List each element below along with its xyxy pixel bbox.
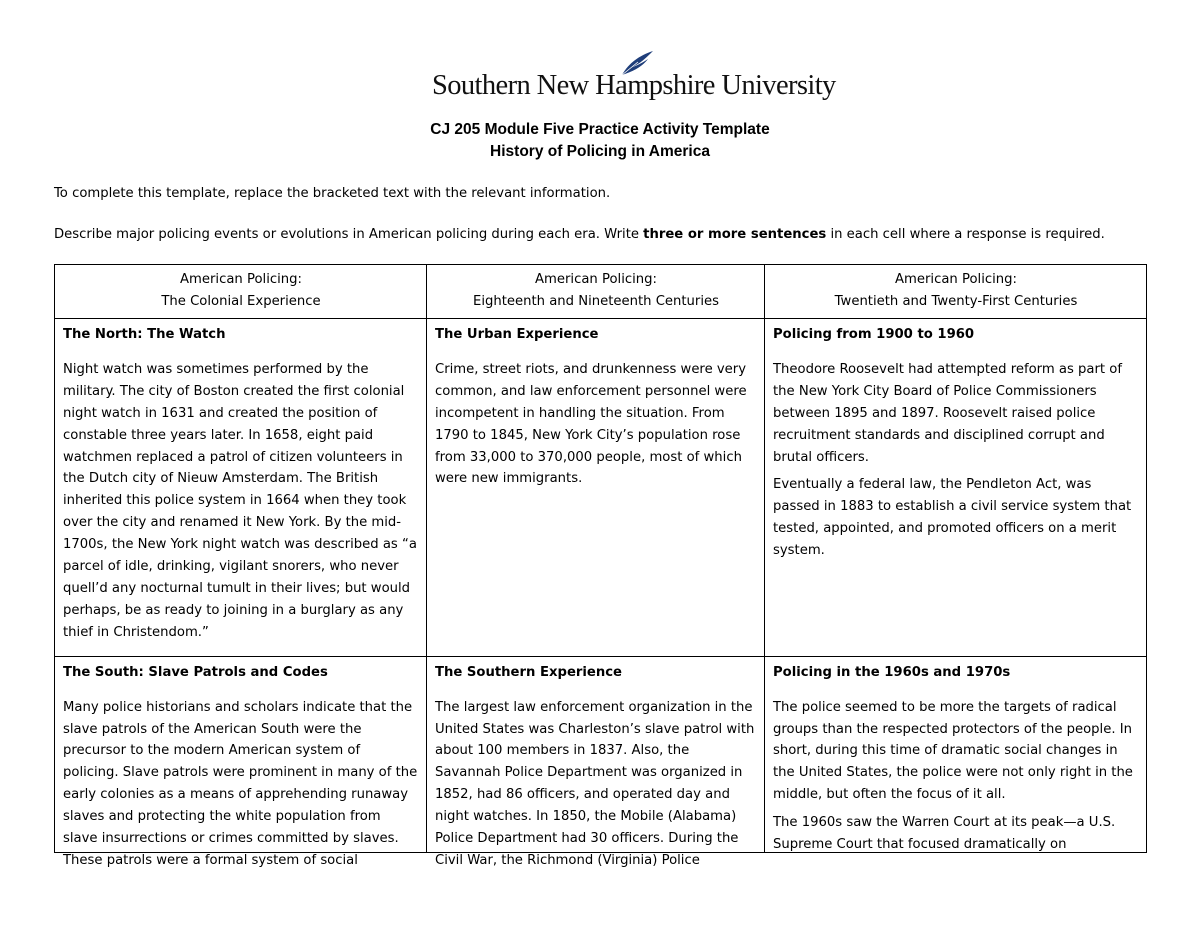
cell-heading: The South: Slave Patrols and Codes <box>63 664 328 680</box>
cell-policing-1960s-1970s[interactable] <box>765 656 1147 852</box>
table-row <box>55 319 1147 657</box>
cell-south-slave-patrols[interactable] <box>55 656 427 868</box>
cell-heading: The Southern Experience <box>435 664 623 680</box>
cell-heading: Policing in the 1960s and 1970s <box>773 664 1011 680</box>
cell-content <box>63 662 419 868</box>
instructions-line-1: To complete this template, replace the bracketed text with the relevant information. <box>54 186 611 201</box>
cell-paragraph: Crime, street riots, and drunkenness were very common, and law enforcement personnel were incompetent in handling the situation. From 1790 to 1845, New York City’s population rose from 33,000 to 370,000 people, most of which were new immigrants. <box>435 361 747 487</box>
column-header-18th-19th <box>427 265 765 319</box>
table-header-row <box>55 265 1147 319</box>
column-header-era: Eighteenth and Nineteenth Centuries <box>473 293 719 309</box>
instructions-text-end: in each cell where a response is required. <box>826 227 1105 242</box>
cell-paragraph: The largest law enforcement organization in the United States was Charleston’s slave patrol with about 100 members in 1837. Also, the Savannah Police Department was organized in 1852, had 86 officers, and operated day and night watches. In 1850, the Mobile (Alabama) Police Department had 30 officers. During the Civil War, the Richmond (Virginia) Police <box>435 699 755 868</box>
cell-paragraph: Night watch was sometimes performed by the military. The city of Boston created the first colonial night watch in 1631 and created the position of constable three years later. In 1658, eight paid watchmen replaced a patrol of citizen volunteers in the Dutch city of Nieuw Amsterdam. The British inherited this police system in 1664 when they took over the city and renamed it New York. By the mid-1700s, the New York night watch was described as “a parcel of idle, drinking, vigilant snorers, who never quell’d any nocturnal tumult in their lives; but would perhaps, be as ready to joining in a burglary as any thief in Christendom.” <box>63 361 417 640</box>
cell-north-watch[interactable] <box>55 319 427 657</box>
cell-heading: Policing from 1900 to 1960 <box>773 327 975 342</box>
column-header-20th-21st <box>765 265 1147 319</box>
column-header-era: Twentieth and Twenty-First Centuries <box>834 293 1078 309</box>
instructions-line-2 <box>54 227 1105 242</box>
page-title: CJ 205 Module Five Practice Activity Template <box>430 121 770 138</box>
column-header-colonial <box>55 265 427 319</box>
cell-southern-experience[interactable] <box>427 656 765 868</box>
instructions-emphasis: three or more sentences <box>643 227 827 242</box>
table-row <box>55 656 1147 852</box>
cell-policing-1900-1960[interactable] <box>765 319 1147 657</box>
column-header-era: The Colonial Experience <box>161 293 321 309</box>
cell-content <box>773 662 1139 852</box>
cell-heading: The Urban Experience <box>435 327 599 342</box>
column-header-line: American Policing: <box>895 272 1017 287</box>
cell-paragraph: Many police historians and scholars indicate that the slave patrols of the American South were the precursor to the modern American system of policing. Slave patrols were prominent in many of the early colonies as a means of apprehending runaway slaves and protecting the white population from slave insurrections or crimes committed by slaves. These patrols were a formal system of social <box>63 699 418 868</box>
cell-paragraph: Theodore Roosevelt had attempted reform as part of the New York City Board of Police Commissioners between 1895 and 1897. Roosevelt raised police recruitment standards and disciplined corrupt and brutal officers. <box>773 361 1122 465</box>
page-subtitle: History of Policing in America <box>490 143 710 160</box>
cell-paragraph: The police seemed to be more the targets of radical groups than the respected protectors of the people. In short, during this time of dramatic social changes in the United States, the police were not only right in the middle, but often the focus of it all. <box>773 699 1133 803</box>
cell-paragraph: The 1960s saw the Warren Court at its peak—a U.S. Supreme Court that focused dramatically on <box>773 815 1116 853</box>
instructions-text: Describe major policing events or evolutions in American policing during each era. Write <box>54 227 644 242</box>
university-logo <box>432 50 836 106</box>
column-header-line: American Policing: <box>535 272 657 287</box>
cell-paragraph: Eventually a federal law, the Pendleton Act, was passed in 1883 to establish a civil service system that tested, appointed, and promoted officers on a merit system. <box>773 477 1132 559</box>
cell-urban-experience[interactable] <box>427 319 765 657</box>
policing-history-table <box>54 264 1147 868</box>
column-header-line: American Policing: <box>180 272 302 287</box>
university-name: Southern New Hampshire University <box>432 70 836 101</box>
cell-content <box>435 662 757 868</box>
cell-heading: The North: The Watch <box>63 327 226 342</box>
